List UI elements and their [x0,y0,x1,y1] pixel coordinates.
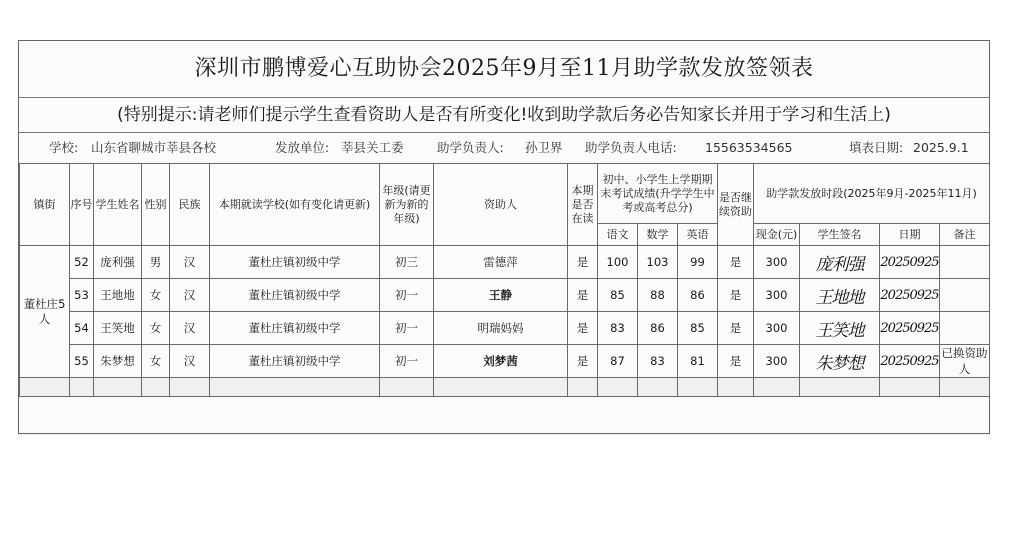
grade-cell: 初一 [380,345,434,378]
blurred-cell [638,378,678,397]
header-chinese: 语文 [598,224,638,246]
blurred-cell [940,378,990,397]
continue-cell: 是 [718,246,754,279]
header-seq: 序号 [70,164,94,246]
sign-date-cell: 20250925 [880,279,940,312]
manager-value: 孙卫界 [525,140,563,155]
blurred-cell [718,378,754,397]
continue-cell: 是 [718,279,754,312]
blurred-cell [598,378,638,397]
grade-cell: 初一 [380,312,434,345]
blurred-cell [434,378,568,397]
header-enrolled: 本期是否在读 [568,164,598,246]
grade-cell: 初三 [380,246,434,279]
form-title: 深圳市鹏博爱心互助协会2025年9月至11月助学款发放签领表 [194,56,814,81]
seq-cell: 53 [70,279,94,312]
blurred-row [20,378,990,397]
header-name: 学生姓名 [94,164,142,246]
continue-cell: 是 [718,312,754,345]
header-english: 英语 [678,224,718,246]
gender-cell: 男 [142,246,170,279]
table-row [20,279,990,312]
blurred-cell [880,378,940,397]
enrolled-cell: 是 [568,246,598,279]
street-group: 董杜庄5人 [20,246,70,378]
gender-cell: 女 [142,345,170,378]
blurred-cell [70,378,94,397]
school-cell: 董杜庄镇初级中学 [210,246,380,279]
table-row [20,345,990,378]
school-cell: 董杜庄镇初级中学 [210,345,380,378]
issuer-value: 莘县关工委 [341,140,404,155]
header-school: 本期就读学校(如有变化请更新) [210,164,380,246]
enrolled-cell: 是 [568,312,598,345]
header-grade: 年级(请更新为新的年级) [380,164,434,246]
english-cell: 86 [678,279,718,312]
blurred-cell [800,378,880,397]
date-label: 填表日期: [849,140,904,155]
header-remark: 备注 [940,224,990,246]
remark-cell [940,246,990,279]
special-notice: (特别提示:请老师们提示学生查看资助人是否有所变化!收到助学款后务必告知家长并用于学习和生活上) [19,97,989,133]
gender-cell: 女 [142,312,170,345]
blurred-cell [754,378,800,397]
info-line [19,133,989,163]
form-sheet [18,40,990,434]
header-ethnicity: 民族 [170,164,210,246]
sponsor-cell: 雷德萍 [434,246,568,279]
header-period: 助学款发放时段(2025年9月-2025年11月) [754,164,990,224]
enrolled-cell: 是 [568,279,598,312]
continue-cell: 是 [718,345,754,378]
blurred-cell [20,378,70,397]
ethnicity-cell: 汉 [170,279,210,312]
school-value: 山东省聊城市莘县各校 [91,140,217,155]
seq-cell: 54 [70,312,94,345]
sponsor-cell: 王静 [434,279,568,312]
header-continue: 是否继续资助 [718,164,754,246]
remark-cell: 已换资助人 [940,345,990,378]
issuer-label: 发放单位: [275,140,330,155]
header-gender: 性别 [142,164,170,246]
name-cell: 朱梦想 [94,345,142,378]
name-cell: 王地地 [94,279,142,312]
math-cell: 83 [638,345,678,378]
math-cell: 103 [638,246,678,279]
blurred-cell [568,378,598,397]
signature-cell: 朱梦想 [800,345,880,378]
english-cell: 99 [678,246,718,279]
sign-date-cell: 20250925 [880,246,940,279]
phone-value: 15563534565 [705,140,793,155]
ethnicity-cell: 汉 [170,312,210,345]
sign-date-cell: 20250925 [880,312,940,345]
table-row [20,246,990,279]
school-cell: 董杜庄镇初级中学 [210,279,380,312]
ethnicity-cell: 汉 [170,345,210,378]
blurred-cell [142,378,170,397]
header-street: 镇街 [20,164,70,246]
school-cell: 董杜庄镇初级中学 [210,312,380,345]
table-row [20,312,990,345]
math-cell: 88 [638,279,678,312]
remark-cell [940,312,990,345]
aid-table [19,163,990,397]
blurred-cell [94,378,142,397]
sponsor-cell: 刘梦茜 [434,345,568,378]
manager-label: 助学负责人: [437,140,504,155]
sponsor-cell: 明瑞妈妈 [434,312,568,345]
chinese-cell: 83 [598,312,638,345]
chinese-cell: 87 [598,345,638,378]
blurred-cell [170,378,210,397]
cash-cell: 300 [754,345,800,378]
remark-cell [940,279,990,312]
signature-cell: 王笑地 [800,312,880,345]
enrolled-cell: 是 [568,345,598,378]
gender-cell: 女 [142,279,170,312]
sign-date-cell: 20250925 [880,345,940,378]
name-cell: 王笑地 [94,312,142,345]
seq-cell: 55 [70,345,94,378]
header-sponsor: 资助人 [434,164,568,246]
ethnicity-cell: 汉 [170,246,210,279]
header-cash: 现金(元) [754,224,800,246]
signature-cell: 庞利强 [800,246,880,279]
math-cell: 86 [638,312,678,345]
cash-cell: 300 [754,246,800,279]
cash-cell: 300 [754,312,800,345]
chinese-cell: 85 [598,279,638,312]
school-label: 学校: [49,140,79,155]
signature-cell: 王地地 [800,279,880,312]
chinese-cell: 100 [598,246,638,279]
name-cell: 庞利强 [94,246,142,279]
header-signature: 学生签名 [800,224,880,246]
header-math: 数学 [638,224,678,246]
header-sign-date: 日期 [880,224,940,246]
blurred-cell [380,378,434,397]
header-row-1 [20,164,990,224]
grade-cell: 初一 [380,279,434,312]
phone-label: 助学负责人电话: [585,140,677,155]
english-cell: 81 [678,345,718,378]
seq-cell: 52 [70,246,94,279]
blurred-cell [678,378,718,397]
blurred-cell [210,378,380,397]
english-cell: 85 [678,312,718,345]
date-value: 2025.9.1 [913,140,969,155]
header-scores: 初中、小学生上学期期末考试成绩(升学学生中考或高考总分) [598,164,718,224]
cash-cell: 300 [754,279,800,312]
